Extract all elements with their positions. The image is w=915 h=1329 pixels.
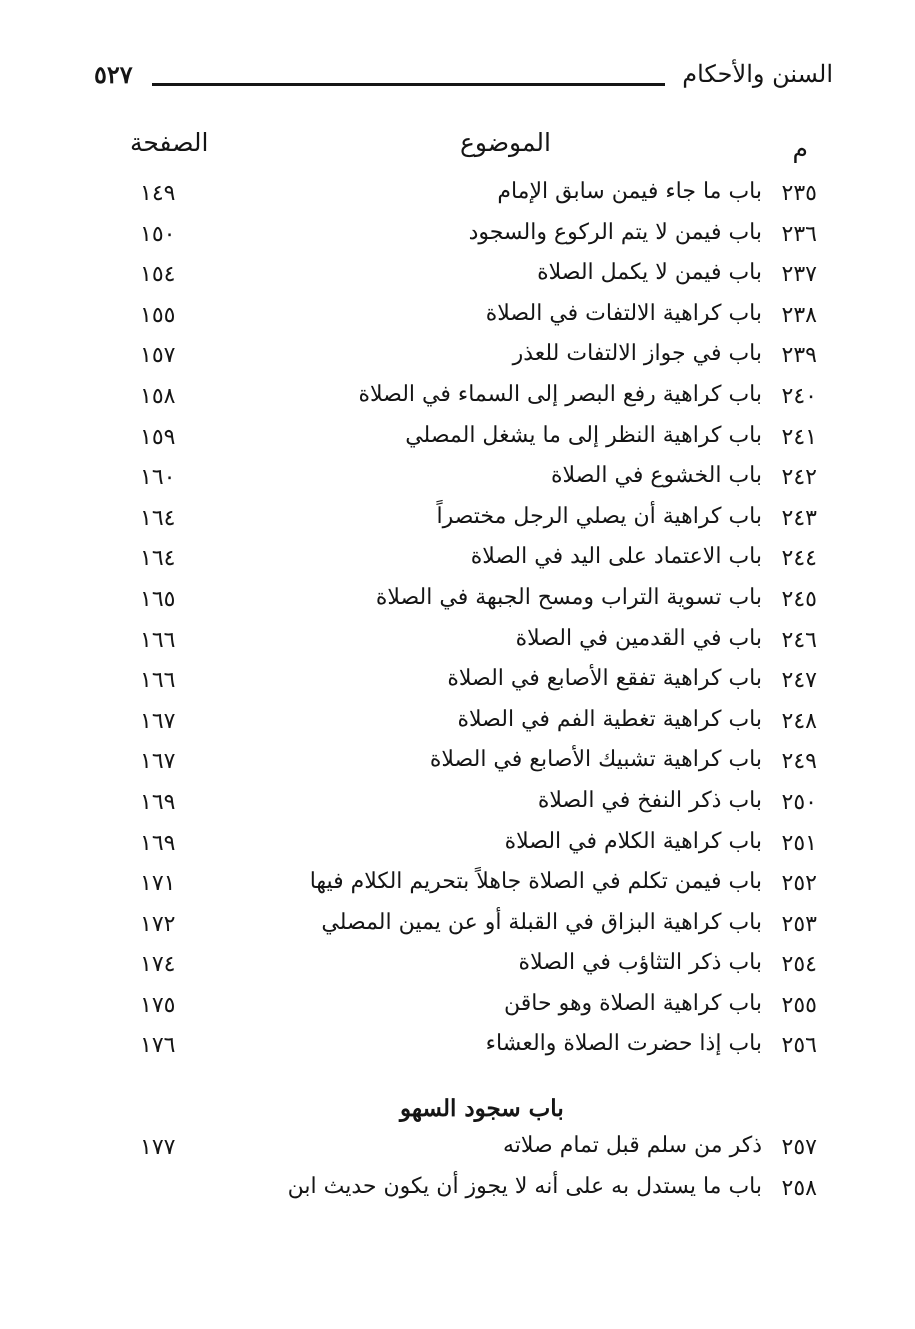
entry-number: ٢٥٧ [781,1135,817,1160]
entry-title: باب كراهية الصلاة وهو حاقن [504,990,762,1016]
entry-title: باب في جواز الالتفات للعذر [512,341,762,367]
entry-title: باب كراهية البزاق في القبلة أو عن يمين المصلي [321,909,762,935]
entry-number: ٢٣٧ [781,262,817,288]
toc-entry [0,583,915,624]
entry-page: ١٦٠ [140,465,176,491]
entry-number: ٢٥٥ [781,992,817,1018]
entry-page: ١٧٤ [140,952,176,978]
toc-entry [0,1029,915,1070]
toc-entry [0,1131,915,1172]
toc-entry [0,867,915,908]
toc-entries [0,177,915,1070]
column-page-caption: الصفحة [130,128,209,157]
entry-title: باب إذا حضرت الصلاة والعشاء [485,1031,762,1057]
entry-number: ٢٥٦ [781,1033,817,1059]
entry-number: ٢٤١ [781,424,817,450]
toc-entry [0,421,915,462]
entry-page: ١٥٩ [140,424,176,450]
toc-entry [0,218,915,259]
entry-page: ١٧٦ [140,1033,176,1059]
entry-page: ١٦٦ [140,627,176,653]
entry-page: ١٤٩ [140,181,176,206]
entry-number: ٢٤٩ [781,749,817,775]
toc-entry [0,745,915,786]
entry-page: ١٥٨ [140,383,176,409]
toc-entry [0,1172,915,1213]
toc-entry [0,989,915,1030]
entry-number: ٢٣٨ [781,302,817,328]
entry-page: ١٥٥ [140,302,176,328]
entry-title: باب كراهية أن يصلي الرجل مختصراً [436,503,762,529]
entry-page: ١٦٩ [140,789,176,815]
entry-number: ٢٥١ [781,830,817,856]
entry-page: ١٦٤ [140,505,176,531]
entry-title: باب ذكر التثاؤب في الصلاة [518,950,762,976]
entry-title: باب في القدمين في الصلاة [515,625,762,651]
entry-page: ١٧٧ [140,1135,176,1160]
header-rule [152,83,665,86]
entry-number: ٢٤٤ [781,546,817,572]
entry-page: ١٧٥ [140,992,176,1018]
entry-number: ٢٥٨ [781,1175,817,1201]
entry-title: باب الاعتماد على اليد في الصلاة [470,544,762,570]
entry-number: ٢٥٤ [781,952,817,978]
entry-title: باب فيمن تكلم في الصلاة جاهلاً بتحريم الكلام فيها [309,869,762,895]
toc-entry [0,827,915,868]
entry-number: ٢٣٩ [781,343,817,369]
entry-title: باب الخشوع في الصلاة [550,463,762,489]
toc-entry [0,908,915,949]
toc-entry [0,380,915,421]
toc-entry [0,624,915,665]
entry-page: ١٦٦ [140,668,176,694]
entry-title: باب ذكر النفخ في الصلاة [537,787,762,813]
entry-title: باب تسوية التراب ومسح الجبهة في الصلاة [375,584,762,610]
entry-title: باب كراهية الالتفات في الصلاة [485,300,762,326]
entry-title: باب كراهية تفقع الأصابع في الصلاة [447,666,762,692]
entry-page: ١٧١ [140,871,176,897]
entry-number: ٢٣٦ [781,221,817,247]
entry-title: باب كراهية تشبيك الأصابع في الصلاة [429,747,762,773]
entry-title: باب فيمن لا يكمل الصلاة [537,260,762,286]
entry-page: ١٧٢ [140,911,176,937]
entry-number: ٢٤٦ [781,627,817,653]
entry-page: ١٥٠ [140,221,176,247]
entry-number: ٢٤٨ [781,708,817,734]
column-number-caption: م [792,134,808,163]
entry-title: باب ما جاء فيمن سابق الإمام [497,179,762,204]
toc-entry [0,502,915,543]
toc-entry [0,705,915,746]
entry-title: ذكر من سلم قبل تمام صلاته [503,1133,762,1158]
entry-page: ١٦٩ [140,830,176,856]
book-title: السنن والأحكام [682,60,833,88]
toc-entry [0,461,915,502]
entry-number: ٢٣٥ [781,181,817,206]
section-heading: باب سجود السهو [400,1095,564,1122]
entry-page: ١٦٧ [140,749,176,775]
page-number: ٥٢٧ [94,60,133,89]
entry-title: باب كراهية الكلام في الصلاة [504,828,762,854]
toc-entry [0,339,915,380]
entry-title: باب فيمن لا يتم الركوع والسجود [468,219,762,245]
toc-entry [0,664,915,705]
entry-number: ٢٥٢ [781,871,817,897]
entry-number: ٢٤٥ [781,586,817,612]
column-topic-caption: الموضوع [460,128,551,157]
running-header [94,58,833,108]
toc-entry [0,786,915,827]
entry-page: ١٦٤ [140,546,176,572]
toc-entry [0,542,915,583]
entry-page: ١٦٥ [140,586,176,612]
entry-title: باب كراهية رفع البصر إلى السماء في الصلاة [358,381,762,407]
entry-number: ٢٤٢ [781,465,817,491]
entry-page: ١٥٧ [140,343,176,369]
entry-number: ٢٤٧ [781,668,817,694]
toc-entry [0,299,915,340]
toc-entries-after-section [0,1131,915,1212]
entry-number: ٢٥٣ [781,911,817,937]
toc-entry [0,948,915,989]
entry-number: ٢٤٠ [781,383,817,409]
toc-entry [0,177,915,218]
entry-title: باب كراهية تغطية الفم في الصلاة [457,706,762,732]
entry-number: ٢٥٠ [781,789,817,815]
entry-page: ١٥٤ [140,262,176,288]
toc-entry [0,258,915,299]
entry-page: ١٦٧ [140,708,176,734]
entry-title: باب كراهية النظر إلى ما يشغل المصلي [405,422,762,448]
entry-number: ٢٤٣ [781,505,817,531]
entry-title: باب ما يستدل به على أنه لا يجوز أن يكون حديث ابن [287,1173,762,1199]
